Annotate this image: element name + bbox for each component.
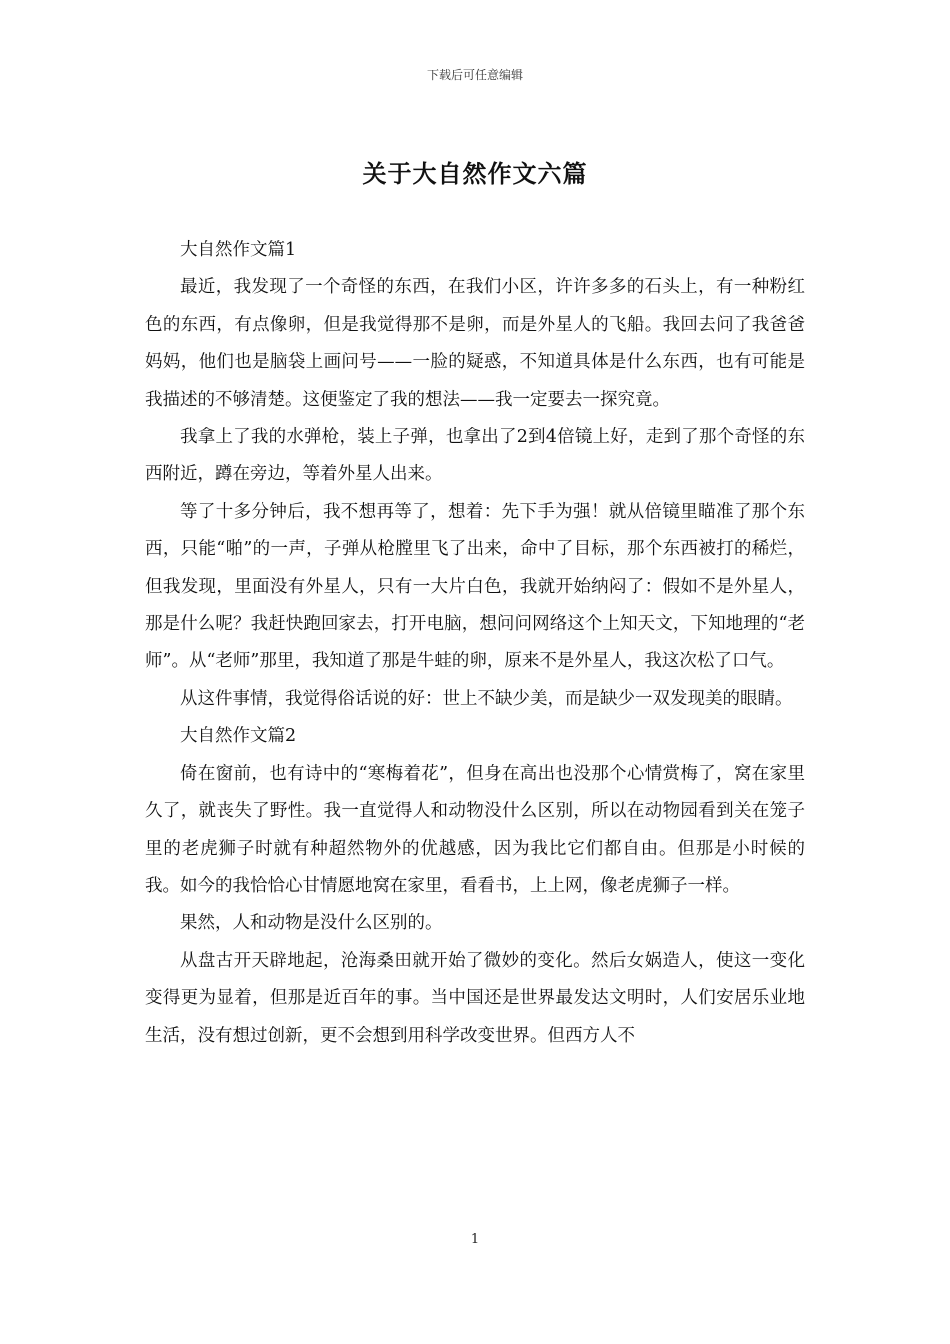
paragraph: 从盘古开天辟地起，沧海桑田就开始了微妙的变化。然后女娲造人，使这一变化变得更为显着，但那是近百年的事。当中国还是世界最发达文明时，人们安居乐业地生活，没有想过创新，更不会想到用科学改变世界。但西方人不 bbox=[145, 950, 805, 1046]
document-body bbox=[145, 232, 805, 1055]
paragraph: 从这件事情，我觉得俗话说的好：世上不缺少美，而是缺少一双发现美的眼睛。 bbox=[180, 688, 793, 709]
paragraph: 最近，我发现了一个奇怪的东西，在我们小区，许许多多的石头上，有一种粉红色的东西，有点像卵，但是我觉得那不是卵，而是外星人的飞船。我回去问了我爸爸妈妈，他们也是脑袋上画问号——一脸的疑惑，不知道具体是什么东西，也有可能是我描述的不够清楚。这便鉴定了我的想法——我一定要去一探究竟。 bbox=[145, 277, 805, 410]
document-title: 关于大自然作文六篇 bbox=[362, 160, 588, 188]
paragraph: 果然，人和动物是没什么区别的。 bbox=[180, 913, 443, 934]
header-note: 下载后可任意编辑 bbox=[426, 68, 523, 82]
paragraph: 等了十多分钟后，我不想再等了，想着：先下手为强！就从倍镜里瞄准了那个东西，只能“啪”的一声，子弹从枪膛里飞了出来，命中了目标，那个东西被打的稀烂，但我发现，里面没有外星人，只有一大片白色，我就开始纳闷了：假如不是外星人，那是什么呢？我赶快跑回家去，打开电脑，想问问网络这个上知天文，下知地理的“老师”。从“老师”那里，我知道了那是牛蛙的卵，原来不是外星人，我这次松了口气。 bbox=[145, 501, 805, 672]
section-heading-1: 大自然作文篇1 bbox=[180, 240, 297, 260]
paragraph: 倚在窗前，也有诗中的“寒梅着花”，但身在高出也没那个心情赏梅了，窝在家里久了，就丧失了野性。我一直觉得人和动物没什么区别，所以在动物园看到关在笼子里的老虎狮子时就有种超然物外的优越感，因为我比它们都自由。但那是小时候的我。如今的我恰恰心甘情愿地窝在家里，看看书，上上网，像老虎狮子一样。 bbox=[145, 763, 805, 896]
section-heading-2: 大自然作文篇2 bbox=[180, 726, 297, 747]
paragraph: 我拿上了我的水弹枪，装上子弹，也拿出了2到4倍镜上好，走到了那个奇怪的东西附近，蹲在旁边，等着外星人出来。 bbox=[145, 427, 805, 485]
page-number: 1 bbox=[470, 1232, 480, 1247]
